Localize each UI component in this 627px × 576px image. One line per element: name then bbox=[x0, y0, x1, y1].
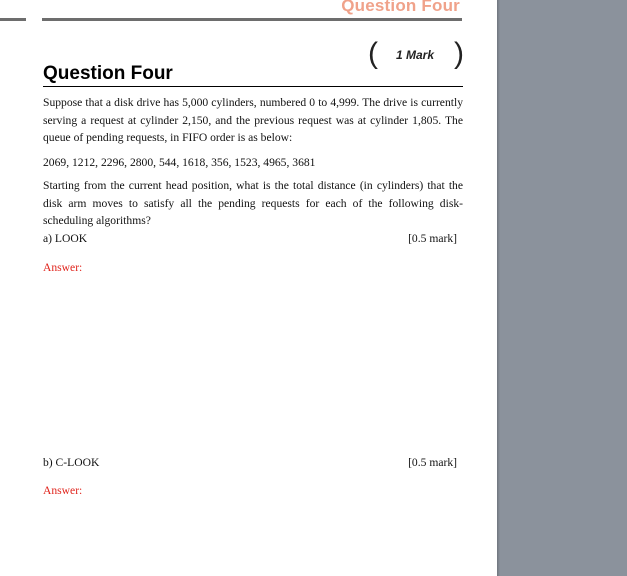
part-b-label: b) C-LOOK bbox=[43, 456, 100, 469]
question-paragraph-intro: Suppose that a disk drive has 5,000 cylinders, numbered 0 to 4,999. The drive is currently serving a request at cylinder 2,150, and the previous request was at cylinder 1,805. The queue of pending requests, in FIFO order is as below: bbox=[43, 96, 463, 144]
part-b-mark: [0.5 mark] bbox=[408, 456, 457, 469]
mark-value: 1 Mark bbox=[396, 48, 435, 62]
header-rule bbox=[42, 18, 462, 21]
question-title-underline bbox=[43, 86, 463, 87]
page-shadow-edge bbox=[497, 0, 500, 576]
question-paragraph-task: Starting from the current head position, what is the total distance (in cylinders) that the disk arm moves to satisfy all the pending requests for each of the following disk-scheduling algorithms? bbox=[43, 179, 463, 227]
mark-badge bbox=[366, 37, 468, 74]
question-title: Question Four bbox=[43, 63, 173, 84]
mark-right-paren: ) bbox=[454, 37, 464, 70]
part-a-answer-label[interactable]: Answer: bbox=[43, 261, 83, 274]
header-rule-left bbox=[0, 18, 26, 21]
viewer-background bbox=[497, 0, 627, 576]
mark-left-paren: ( bbox=[368, 37, 378, 70]
part-b-answer-label[interactable]: Answer: bbox=[43, 484, 83, 497]
running-header-title: Question Four bbox=[341, 0, 460, 15]
request-queue: 2069, 1212, 2296, 2800, 544, 1618, 356, 1523, 4965, 3681 bbox=[43, 156, 316, 169]
part-a-label: a) LOOK bbox=[43, 232, 88, 245]
part-a-mark: [0.5 mark] bbox=[408, 232, 457, 245]
